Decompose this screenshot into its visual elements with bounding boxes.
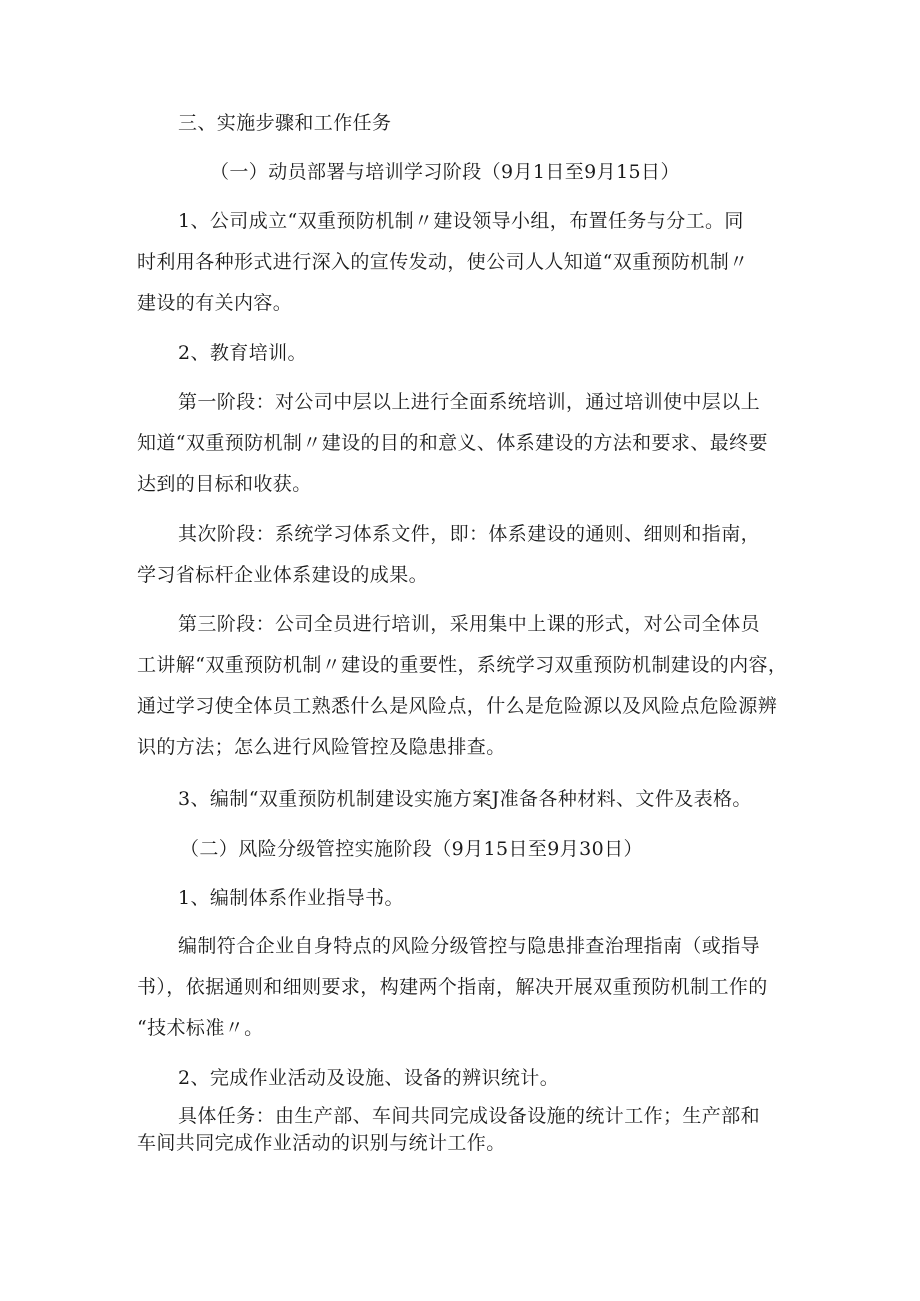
- phase2-item1-detail-line3: “技术标准〃。: [137, 1017, 264, 1039]
- phase1-item1-line2: 时利用各种形式进行深入的宣传发动，使公司人人知道“双重预防机制〃: [137, 251, 749, 273]
- stage1-line3: 达到的目标和收获。: [137, 473, 312, 495]
- phase2-item1-detail-line1: 编制符合企业自身特点的风险分级管控与隐患排查治理指南（或指导: [178, 935, 761, 957]
- stage3-line2: 工讲解“双重预防机制〃建设的重要性，系统学习双重预防机制建设的内容，: [137, 654, 788, 676]
- stage2-line1: 其次阶段：系统学习体系文件，即：体系建设的通则、细则和指南，: [178, 523, 761, 545]
- phase1-item3: 3、编制“双重预防机制建设实施方案J准备各种材料、文件及表格。: [178, 788, 752, 810]
- phase2-item1: 1、编制体系作业指导书。: [178, 887, 404, 909]
- phase1-item2: 2、教育培训。: [178, 342, 307, 364]
- phase2-item2: 2、完成作业活动及设施、设备的辨识统计。: [178, 1067, 560, 1089]
- phase1-heading: （一）动员部署与培训学习阶段（9月1日至9月15日）: [210, 161, 680, 183]
- phase2-item2-detail-line2: 车间共同完成作业活动的识别与统计工作。: [137, 1132, 506, 1154]
- stage3-line3: 通过学习使全体员工熟悉什么是风险点，什么是危险源以及风险点危险源辨: [137, 695, 778, 717]
- phase1-item1-line3: 建设的有关内容。: [137, 292, 293, 314]
- phase2-heading: （二）风险分级管控实施阶段（9月15日至9月30日）: [180, 838, 643, 860]
- stage1-line1: 第一阶段：对公司中层以上进行全面系统培训，通过培训使中层以上: [178, 391, 761, 413]
- stage3-line4: 识的方法；怎么进行风险管控及隐患排查。: [137, 736, 506, 758]
- phase2-item2-detail-line1: 具体任务：由生产部、车间共同完成设备设施的统计工作；生产部和: [178, 1105, 761, 1127]
- stage3-line1: 第三阶段：公司全员进行培训，采用集中上课的形式，对公司全体员: [178, 613, 761, 635]
- stage2-line2: 学习省标杆企业体系建设的成果。: [137, 564, 429, 586]
- phase1-item1-line1: 1、公司成立“双重预防机制〃建设领导小组，布置任务与分工。同: [178, 210, 744, 232]
- section-heading: 三、实施步骤和工作任务: [178, 112, 392, 134]
- phase2-item1-detail-line2: 书），依据通则和细则要求，构建两个指南，解决开展双重预防机制工作的: [137, 976, 768, 998]
- stage1-line2: 知道“双重预防机制〃建设的目的和意义、体系建设的方法和要求、最终要: [137, 432, 768, 454]
